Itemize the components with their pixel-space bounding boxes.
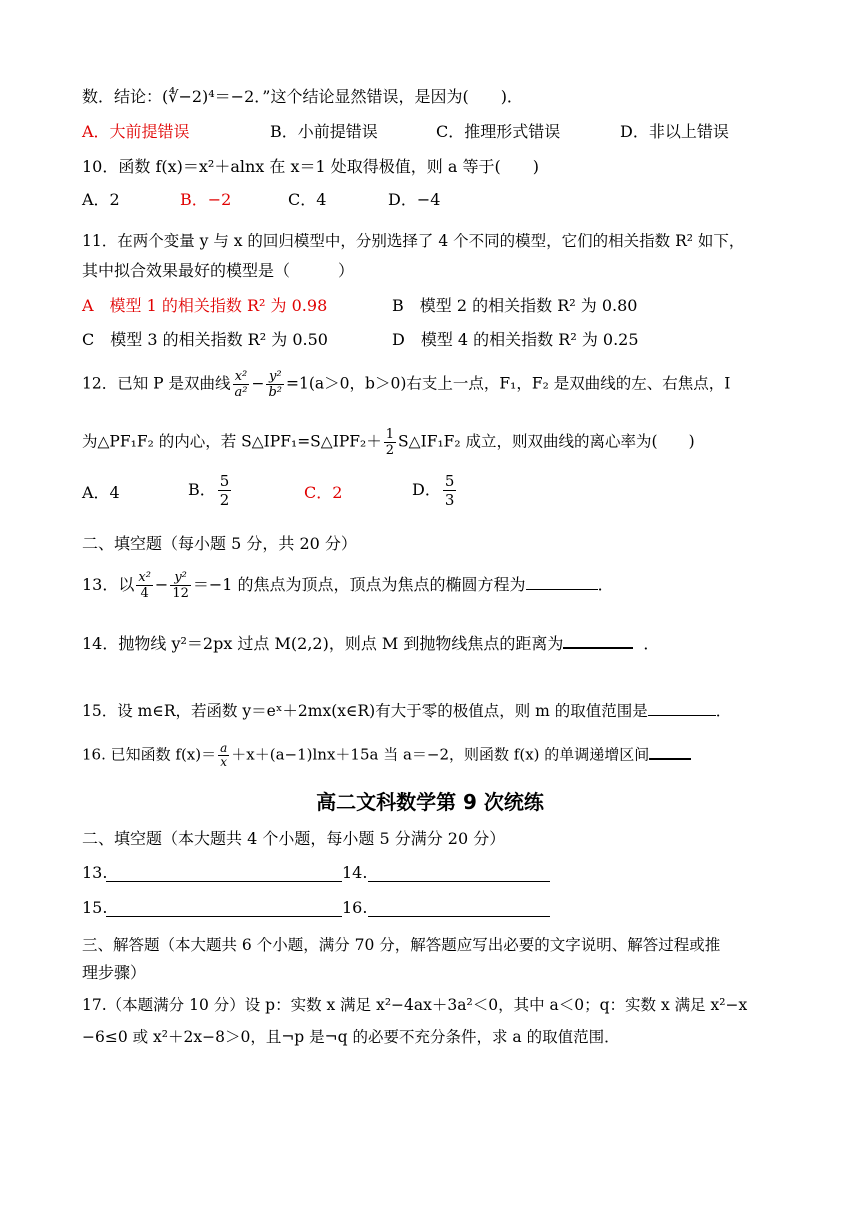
answer-line-13[interactable] bbox=[106, 880, 342, 882]
q12-option-d-denominator: 3 bbox=[444, 491, 455, 509]
q13-suffix: ． bbox=[597, 575, 614, 594]
q11-stem-line2: 其中拟合效果最好的模型是（ ） bbox=[82, 261, 355, 280]
answer-label-15: 15. bbox=[82, 898, 108, 917]
q14-answer-blank bbox=[563, 633, 633, 649]
answer-label-14: 14. bbox=[342, 863, 368, 882]
q12-stem-line2 bbox=[82, 427, 695, 458]
q16-answer-blank bbox=[649, 744, 691, 760]
q16-fraction-a-x: $\frac{a}{x}$ bbox=[220, 741, 228, 769]
q13-minus: − bbox=[154, 575, 169, 594]
q12-option-b bbox=[188, 472, 233, 509]
q12-option-b-denominator: 2 bbox=[219, 491, 230, 509]
answer-sheet-title: 高二文科数学第 9 次统练 bbox=[316, 790, 544, 814]
q17-line1: 17.（本题满分 10 分）设 p：实数 x 满足 x²−4ax＋3a²＜0，其中 a＜0；q：实数 x 满足 x²−x bbox=[82, 996, 748, 1014]
q12-stem2-suffix: S△IF₁F₂ 成立，则双曲线的离心率为( ) bbox=[398, 432, 695, 451]
q13-fraction-x2-4: $\frac{\text{x²}}{4}$ bbox=[138, 570, 151, 601]
q12-option-d-numerator: 5 bbox=[444, 472, 455, 490]
q12-stem1-prefix: 12．已知 P 是双曲线 bbox=[82, 374, 231, 393]
q9-conclusion-line: 数．结论：(∜−2)⁴＝−2．”这个结论显然错误，是因为( )． bbox=[82, 87, 523, 106]
q9-option-a: A．大前提错误 bbox=[82, 122, 190, 141]
q9-option-d: D．非以上错误 bbox=[620, 122, 729, 141]
q12-option-c: C．2 bbox=[304, 483, 343, 502]
q9-option-c: C．推理形式错误 bbox=[436, 122, 561, 141]
q12-option-a: A．4 bbox=[82, 483, 120, 502]
answer-line-15[interactable] bbox=[106, 915, 342, 917]
section3-heading-line1: 三、解答题（本大题共 6 个小题，满分 70 分，解答题应写出必要的文字说明、解答过程或推 bbox=[82, 936, 721, 954]
section3-heading-line2: 理步骤） bbox=[82, 963, 147, 982]
answer-line-14[interactable] bbox=[368, 880, 550, 882]
q15-answer-blank bbox=[648, 701, 716, 716]
q12-option-d-label: D． bbox=[412, 480, 441, 499]
q10-option-c: C．4 bbox=[288, 190, 327, 209]
q13-fraction-y2-12: $\frac{\text{y²}}{12}$ bbox=[172, 570, 189, 601]
q10-option-d: D．−4 bbox=[388, 190, 441, 209]
q12-stem-line1: 12．已知 P 是双曲线 $\frac{\text{x²}}{\text{a²}}$ − $\frac{\text{y²}}{\text{b²}}$ =1(a＞0，b＞0)右支上一点，F₁，F₂ 是双曲线的左、右焦点，I bbox=[82, 369, 731, 400]
q12-option-d bbox=[412, 472, 458, 509]
q15-text: 15．设 m∈R，若函数 y＝eˣ＋2mx(x∈R)有大于零的极值点，则 m 的取值范围是 bbox=[82, 702, 648, 720]
q14-suffix: ． bbox=[643, 634, 660, 653]
answer-line-16[interactable] bbox=[368, 915, 550, 917]
q11-stem-line1: 11．在两个变量 y 与 x 的回归模型中，分别选择了 4 个不同的模型，它们的相关指数 R² 如下， bbox=[82, 232, 745, 250]
q13-line bbox=[82, 570, 614, 601]
q13-prefix: 13．以 bbox=[82, 575, 135, 594]
q12-stem2-prefix: 为△PF₁F₂ 的内心，若 S△IPF₁=S△IPF₂＋ bbox=[82, 432, 382, 451]
q16-prefix: 16. 已知函数 f(x)＝ bbox=[82, 745, 217, 764]
q12-option-b-numerator: 5 bbox=[219, 472, 230, 490]
q11-option-b: B 模型 2 的相关指数 R² 为 0.80 bbox=[392, 296, 638, 315]
q10-option-b: B．−2 bbox=[180, 190, 232, 209]
q11-option-a: A 模型 1 的相关指数 R² 为 0.98 bbox=[82, 296, 328, 315]
q16-line bbox=[82, 742, 691, 769]
q11-option-c: C 模型 3 的相关指数 R² 为 0.50 bbox=[82, 330, 328, 349]
q12-fraction-x2-a2: $\frac{\text{x²}}{\text{a²}}$ bbox=[234, 369, 248, 400]
answer-label-13: 13. bbox=[82, 863, 108, 882]
q12-stem1-suffix: =1(a＞0，b＞0)右支上一点，F₁，F₂ 是双曲线的左、右焦点，I bbox=[286, 374, 731, 393]
q10-option-a: A．2 bbox=[82, 190, 120, 209]
q12-option-b-fraction bbox=[218, 472, 232, 509]
q16-suffix: ＋x＋(a−1)lnx＋15a 当 a＝−2，则函数 f(x) 的单调递增区间 bbox=[231, 745, 650, 764]
q15-line bbox=[82, 700, 731, 722]
section2-heading: 二、填空题（每小题 5 分，共 20 分） bbox=[82, 534, 357, 553]
q13-answer-blank bbox=[526, 575, 598, 590]
q13-middle: ＝−1 的焦点为顶点，顶点为焦点的椭圆方程为 bbox=[192, 575, 526, 594]
q14-text: 14．抛物线 y²＝2px 过点 M(2,2)，则点 M 到抛物线焦点的距离为 bbox=[82, 634, 564, 653]
q12-option-d-fraction bbox=[443, 472, 457, 509]
q12-fraction-y2-b2: $\frac{\text{y²}}{\text{b²}}$ bbox=[268, 369, 283, 400]
q12-option-b-label: B． bbox=[188, 480, 216, 499]
q14-line bbox=[82, 633, 659, 655]
q12-fraction-one-half: $\frac{1}{2}$ bbox=[385, 427, 395, 458]
answer-label-16: 16. bbox=[342, 898, 368, 917]
q17-line2: −6≤0 或 x²＋2x−8＞0，且¬p 是¬q 的必要不充分条件，求 a 的取值范围． bbox=[82, 1028, 620, 1046]
q10-stem: 10．函数 f(x)＝x²＋alnx 在 x＝1 处取得极值，则 a 等于( ) bbox=[82, 157, 539, 176]
q11-option-d: D 模型 4 的相关指数 R² 为 0.25 bbox=[392, 330, 639, 349]
q15-suffix: ． bbox=[715, 702, 732, 720]
q9-option-b: B．小前提错误 bbox=[270, 122, 378, 141]
answer-section2-heading: 二、填空题（本大题共 4 个小题，每小题 5 分满分 20 分） bbox=[82, 829, 506, 848]
